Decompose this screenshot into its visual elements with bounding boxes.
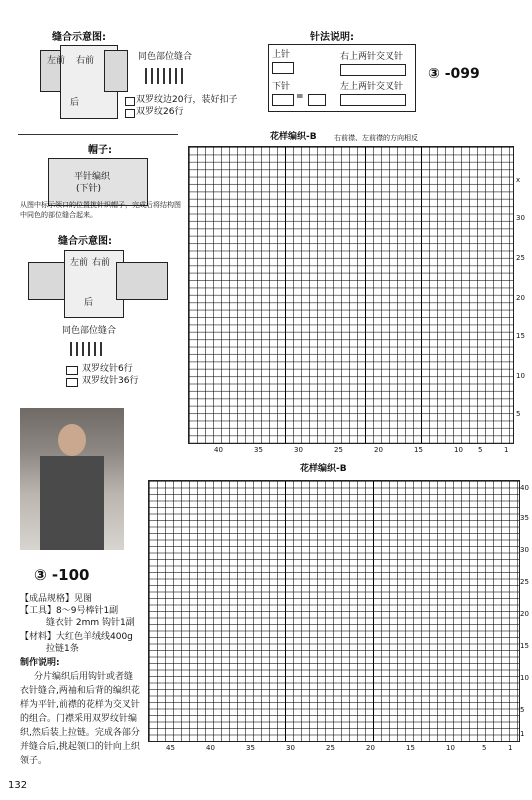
chart-bottom-x-tick: 30 (286, 744, 295, 752)
chart-top-y-tick: 15 (516, 332, 525, 340)
sewing-right-sleeve-shape (104, 50, 128, 92)
sewing2-right-front-label: 右前 (92, 258, 111, 268)
chart-bottom-y-tick: 10 (520, 674, 529, 682)
chart-top-x-tick: 35 (254, 446, 263, 454)
chart-top-x-tick: 40 (214, 446, 223, 454)
spec-tools: 【工具】8～9号棒针1副 (20, 606, 119, 616)
chart-bottom-x-tick: 5 (482, 744, 487, 752)
right-cross-label: 右上两针交叉针 (340, 52, 404, 62)
instructions-line2: 衣针缝合,两袖和后背的编织花 (20, 686, 140, 696)
sewing2-left-front-label: 左前 (70, 258, 89, 268)
chart-bottom-y-tick: 25 (520, 578, 529, 586)
chart-top-x-tick: 15 (414, 446, 423, 454)
chart-top-x-tick: 25 (334, 446, 343, 454)
knit-stitch-label: 上针 (272, 50, 291, 60)
chart-top-x-tick: 5 (478, 446, 483, 454)
purl-symbol-icon (272, 94, 294, 106)
chart-bottom-x-tick: 20 (366, 744, 375, 752)
same-color-swatch-2 (70, 342, 106, 356)
chart-bottom-y-tick: 40 (520, 484, 529, 492)
chart-bottom-title: 花样编织-B (300, 464, 347, 474)
chart-bottom-x-tick: 25 (326, 744, 335, 752)
chart-top-x-tick: 30 (294, 446, 303, 454)
chart-top-y-tick: x (516, 176, 521, 184)
chart-bottom-y-tick: 35 (520, 514, 529, 522)
instructions-line5: 织,然后装上拉链。完成各部分 (20, 728, 140, 738)
chart-bottom-divider (285, 481, 286, 741)
chart-bottom-y-tick: 30 (520, 546, 529, 554)
chart-bottom-x-tick: 15 (406, 744, 415, 752)
knit-symbol-icon (272, 62, 294, 74)
same-color-seam-label: 同色部位缝合 (138, 52, 193, 62)
chart-top-x-tick: 10 (454, 446, 463, 454)
legend-text-2: 双罗纹26行 (136, 107, 184, 117)
hat-stitch-line2: (下针) (76, 184, 102, 194)
chart-top-x-tick: 1 (504, 446, 509, 454)
instructions-heading: 制作说明: (20, 658, 60, 668)
chart-top-y-ticks (516, 146, 530, 442)
knitting-chart-bottom (148, 480, 520, 742)
chart-top-divider-2 (365, 147, 366, 443)
chart-top-title: 花样编织-B (270, 132, 317, 142)
section-divider (18, 134, 178, 135)
legend2-text-1: 双罗纹针6行 (82, 364, 133, 374)
pattern-number-099: ③ -099 (428, 66, 480, 82)
knitting-chart-top (188, 146, 514, 444)
page-number: 132 (8, 780, 28, 791)
instructions-line4: 的组合。门襟采用双罗纹针编 (20, 714, 138, 724)
model-photo (20, 408, 124, 550)
pattern-number-100: ③ -100 (34, 566, 90, 584)
chart-top-y-tick: 25 (516, 254, 525, 262)
chart-bottom-x-tick: 1 (508, 744, 513, 752)
chart-bottom-y-tick: 15 (520, 642, 529, 650)
sewing-back-label: 后 (70, 98, 80, 108)
legend-text-1: 双罗纹边20行，装好扣子 (136, 95, 238, 105)
same-color-seam-label-2: 同色部位缝合 (62, 326, 117, 336)
purl-stitch-label: 下针 (272, 82, 291, 92)
legend-box-1 (125, 97, 135, 106)
chart-bottom-y-tick: 5 (520, 706, 525, 714)
spec-size: 【成品规格】见图 (20, 594, 93, 604)
same-color-swatch (145, 68, 185, 84)
left-cross-symbol-icon (340, 94, 406, 106)
chart-bottom-y-tick: 20 (520, 610, 529, 618)
legend2-text-2: 双罗纹针36行 (82, 376, 139, 386)
chart-bottom-y-tick: 1 (520, 730, 525, 738)
spec-materials: 【材料】大红色羊绒线400g (20, 632, 133, 642)
left-cross-label: 左上两针交叉针 (340, 82, 404, 92)
sewing-right-front-label: 右前 (76, 56, 95, 66)
spec-tools-2: 缝衣针 2mm 钩针1副 (46, 618, 135, 628)
spec-materials-2: 拉链1条 (46, 644, 79, 654)
chart-bottom-y-ticks (520, 480, 532, 740)
legend2-box-2 (66, 378, 78, 387)
instructions-line6: 并缝合后,挑起领口的针向上织 (20, 742, 140, 752)
model-jacket-shape (40, 456, 104, 550)
sewing-left-front-label: 左前 (47, 56, 66, 66)
chart-top-note: 右前襟、左前襟的方向相反 (334, 134, 418, 142)
instructions-line7: 领子。 (20, 756, 48, 766)
hat-heading: 帽子: (88, 145, 112, 156)
right-cross-symbol-icon (340, 64, 406, 76)
chart-top-y-tick: 5 (516, 410, 521, 418)
chart-bottom-x-tick: 10 (446, 744, 455, 752)
chart-top-x-tick: 20 (374, 446, 383, 454)
chart-top-y-tick: 20 (516, 294, 525, 302)
equals-sign: = (296, 92, 304, 102)
instructions-line1: 分片编织后用钩针或者缝 (34, 672, 134, 682)
stitch-legend-title: 针法说明: (310, 32, 354, 43)
purl-equivalent-icon (308, 94, 326, 106)
chart-top-y-tick: 10 (516, 372, 525, 380)
legend2-box-1 (66, 366, 78, 375)
chart-bottom-x-ticks (148, 744, 518, 754)
model-face-shape (58, 424, 86, 456)
chart-top-y-tick: 30 (516, 214, 525, 222)
chart-bottom-x-tick: 45 (166, 744, 175, 752)
sewing-diagram-heading-2: 缝合示意图: (58, 236, 112, 247)
chart-top-divider (285, 147, 286, 443)
chart-bottom-x-tick: 40 (206, 744, 215, 752)
chart-bottom-x-tick: 35 (246, 744, 255, 752)
legend-box-2 (125, 109, 135, 118)
chart-top-x-ticks (188, 446, 512, 456)
sewing2-back-label: 后 (84, 298, 94, 308)
hat-description: 从图中标示领口的位置挑针织帽子，完成后将结构图中同色的部位缝合起来。 (20, 201, 181, 219)
chart-bottom-divider-2 (373, 481, 374, 741)
sewing-diagram-heading: 缝合示意图: (52, 32, 106, 43)
chart-top-divider-3 (421, 147, 422, 443)
hat-stitch-line1: 平针编织 (74, 172, 111, 182)
instructions-line3: 样为平针,前襟的花样为交叉针 (20, 700, 140, 710)
sewing2-right-sleeve-shape (116, 262, 168, 300)
